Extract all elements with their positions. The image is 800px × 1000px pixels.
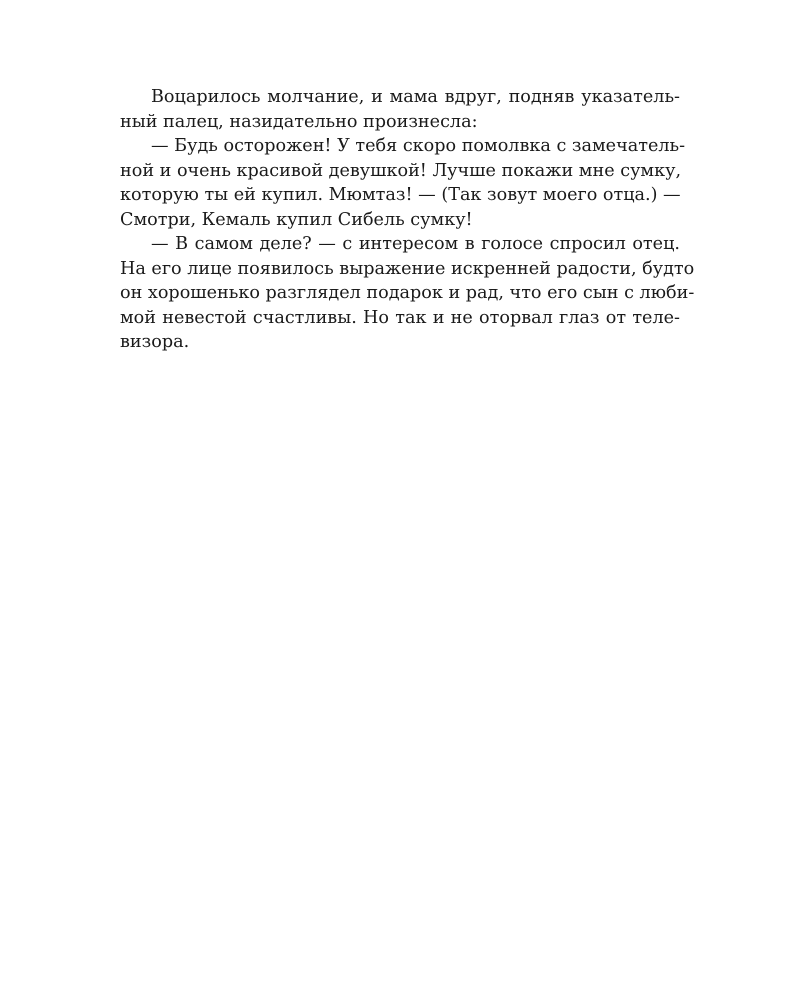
text-line: На его лице появилось выражение искренней радости, будто <box>120 258 695 279</box>
text-line: ной и очень красивой девушкой! Лучше покажи мне сумку, <box>120 160 682 181</box>
text-line: Смотри, Кемаль купил Сибель сумку! <box>120 209 473 230</box>
text-line: ный палец, назидательно произнесла: <box>120 111 478 132</box>
text-line: визора. <box>120 332 190 352</box>
text-line: он хорошенько разглядел подарок и рад, что его сын с люби- <box>120 283 695 303</box>
text-line: которую ты ей купил. Мюмтаз! — (Так зовут моего отца.) — <box>120 185 681 205</box>
text-line: — В самом деле? — с интересом в голосе спросил отец. <box>151 234 680 254</box>
body-text <box>120 85 695 355</box>
text-line: мой невестой счастливы. Но так и не оторвал глаз от теле- <box>120 307 680 328</box>
text-line: — Будь осторожен! У тебя скоро помолвка с замечатель- <box>151 136 686 156</box>
text-line: Воцарилось молчание, и мама вдруг, подняв указатель- <box>151 87 680 107</box>
